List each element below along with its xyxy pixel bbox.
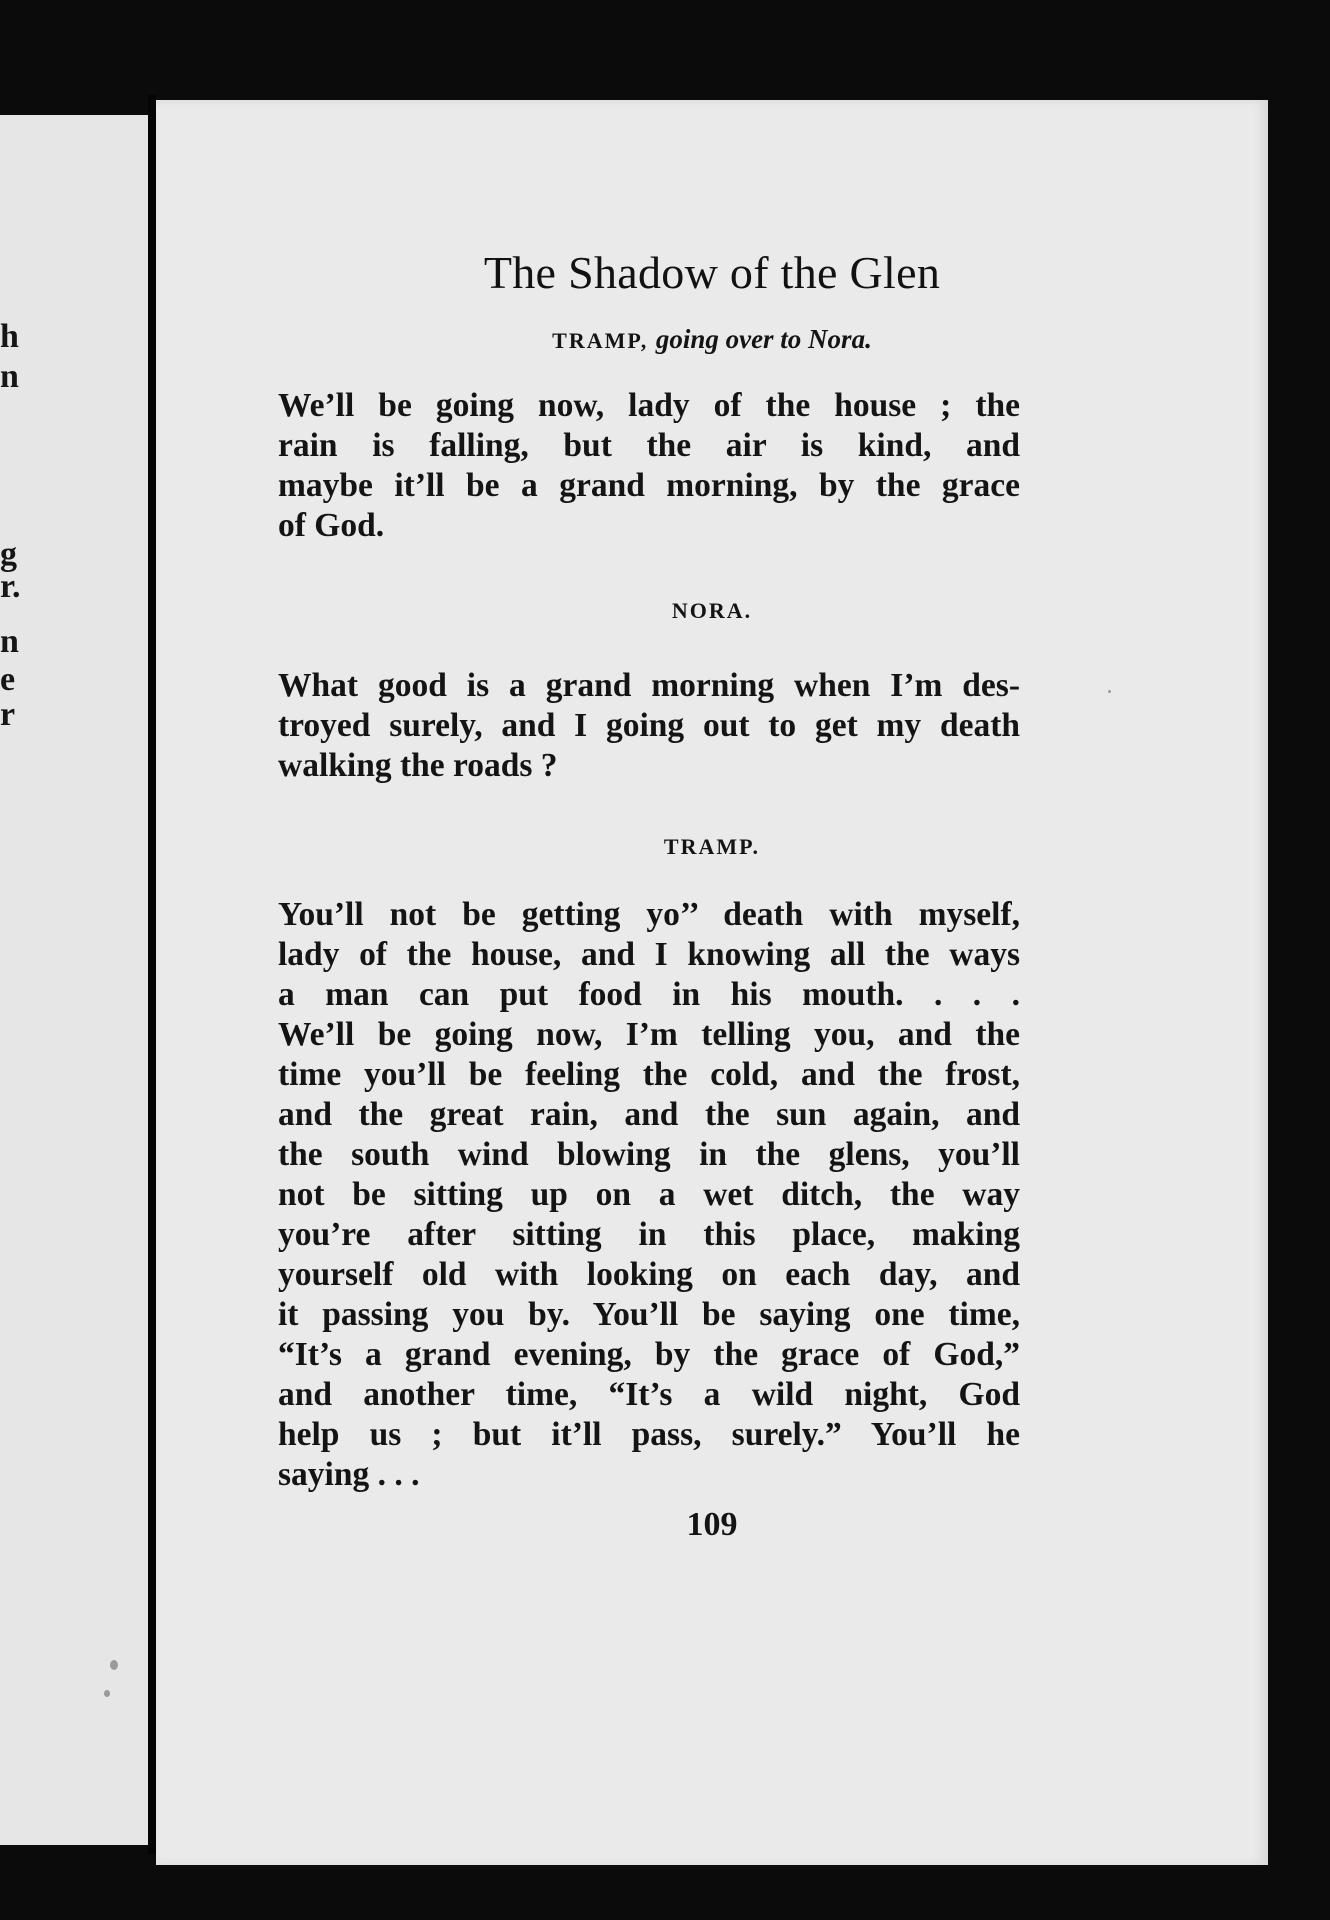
speech-block — [278, 386, 1020, 546]
speech-line: “It’s a grand evening, by the grace of God,” — [278, 1336, 1020, 1373]
speaker-heading — [156, 324, 1268, 355]
book-page — [156, 100, 1268, 1865]
left-page-fragment: g — [0, 536, 17, 573]
speech-line: and the great rain, and the sun again, and — [278, 1096, 1020, 1133]
left-facing-page — [0, 115, 152, 1845]
speech-line: time you’ll be feeling the cold, and the frost, — [278, 1056, 1020, 1093]
speech-line: We’ll be going now, I’m telling you, and the — [278, 1016, 1020, 1053]
speech-line: of God. — [278, 507, 385, 544]
left-page-fragment: r — [0, 696, 16, 733]
left-page-fragment: h — [0, 318, 19, 355]
speech-line: You’ll not be getting yo’’ death with myself, — [278, 896, 1020, 933]
speech-line: yourself old with looking on each day, and — [278, 1256, 1020, 1293]
speaker-heading — [156, 598, 1268, 624]
speech-line: maybe it’ll be a grand morning, by the grace — [278, 467, 1020, 504]
speech-line: not be sitting up on a wet ditch, the way — [278, 1176, 1020, 1213]
paper-speck — [110, 1660, 118, 1670]
speaker-name: NORA. — [671, 598, 753, 623]
speech-line: help us ; but it’ll pass, surely.” You’ll he — [278, 1416, 1020, 1453]
left-page-fragment: e — [0, 661, 16, 698]
speech-line: the south wind blowing in the glens, you’ll — [278, 1136, 1020, 1173]
speech-line: We’ll be going now, lady of the house ; the — [278, 387, 1020, 424]
left-page-fragment: r. — [0, 568, 21, 605]
left-page-fragment: n — [0, 623, 19, 660]
speech-line: rain is falling, but the air is kind, and — [278, 427, 1020, 464]
speech-line: troyed surely, and I going out to get my death — [278, 707, 1020, 744]
speech-line: lady of the house, and I knowing all the ways — [278, 936, 1020, 973]
speech-line: you’re after sitting in this place, making — [278, 1216, 1020, 1253]
page-number: 109 — [686, 1506, 738, 1543]
speech-line: a man can put food in his mouth. . . . — [278, 976, 1020, 1013]
speech-line: saying . . . — [278, 1456, 420, 1493]
paper-speck — [104, 1690, 110, 1697]
paper-speck — [1108, 690, 1111, 693]
speaker-name: TRAMP. — [663, 834, 761, 859]
speech-line: it passing you by. You’ll be saying one time, — [278, 1296, 1020, 1333]
left-page-fragment: n — [0, 358, 19, 395]
stage-direction: going over to Nora. — [655, 324, 872, 354]
speech-block — [278, 666, 1020, 786]
speech-line: What good is a grand morning when I’m des- — [278, 667, 1020, 704]
speech-block — [278, 895, 1020, 1495]
speech-line: and another time, “It’s a wild night, God — [278, 1376, 1020, 1413]
running-title: The Shadow of the Glen — [483, 247, 941, 298]
speech-line: walking the roads ? — [278, 747, 558, 784]
speaker-heading — [156, 834, 1268, 860]
speaker-name: TRAMP, — [552, 328, 649, 353]
book-gutter — [148, 95, 156, 1855]
